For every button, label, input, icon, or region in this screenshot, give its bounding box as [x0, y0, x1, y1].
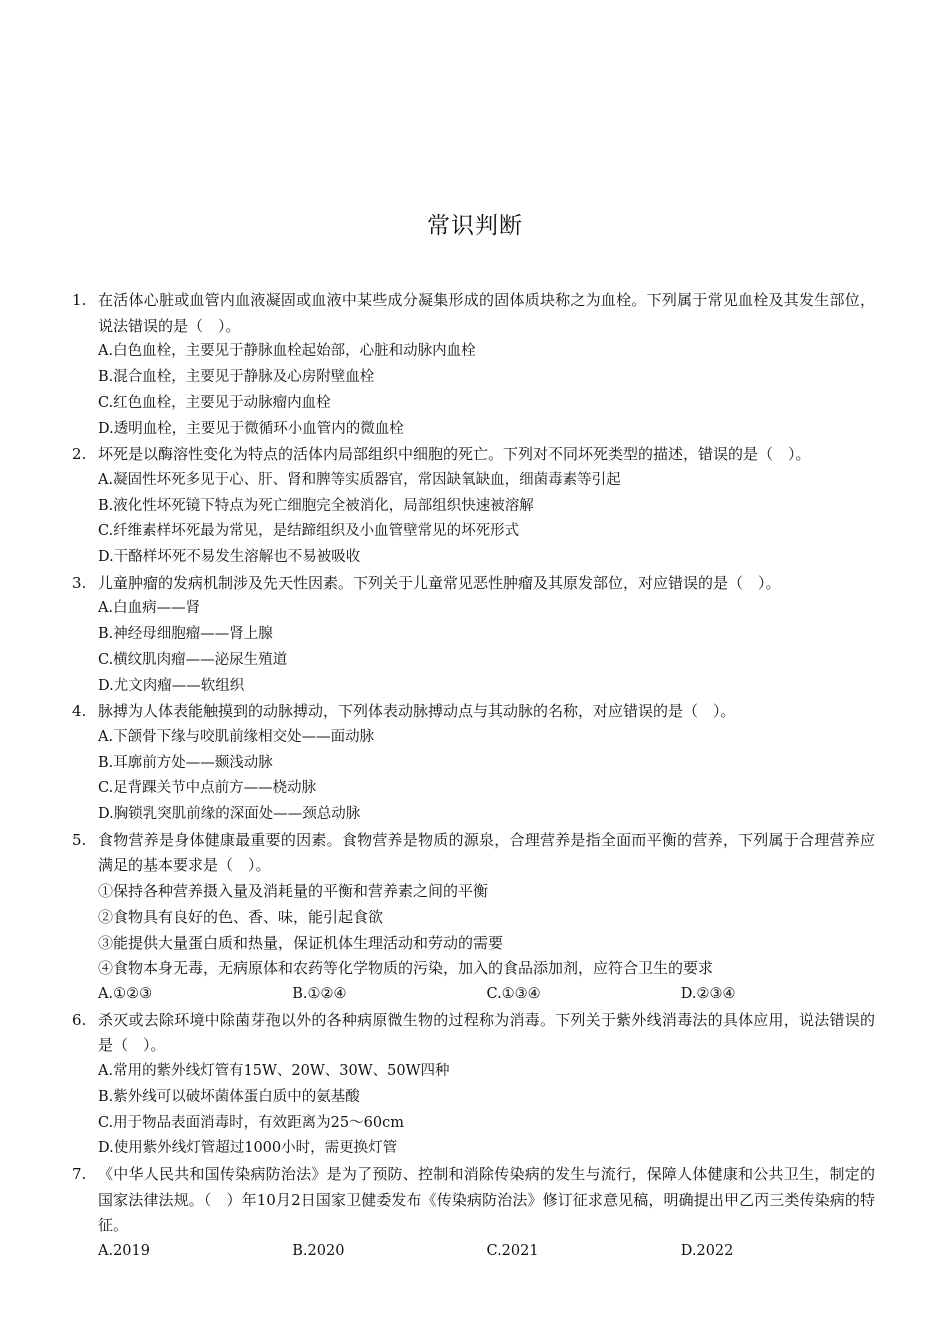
question-5: [0, 828, 950, 1008]
option-c: C.①③④: [486, 985, 541, 1002]
option-list: [98, 468, 875, 571]
option-c: C.2021: [486, 1243, 539, 1260]
question-2: [0, 442, 950, 571]
statement-list: [98, 879, 875, 982]
question-3: [0, 571, 950, 700]
question-number: 1.: [72, 291, 87, 309]
option-d: D.②③④: [680, 985, 736, 1002]
option-a: A.2019: [98, 1243, 150, 1260]
option-a: A.凝固性坏死多见于心、肝、肾和脾等实质器官，常因缺氧缺血，细菌毒素等引起: [98, 471, 621, 488]
option-d: D.尤文肉瘤——软组织: [98, 677, 245, 694]
option-list: [98, 982, 875, 1008]
option-list: [98, 1239, 875, 1265]
statement-item: ①保持各种营养摄入量及消耗量的平衡和营养素之间的平衡: [98, 882, 489, 901]
question-stem: 脉搏为人体表能触摸到的动脉搏动，下列体表动脉搏动点与其动脉的名称，对应错误的是（ ）。: [98, 702, 736, 721]
question-number: 7.: [72, 1164, 87, 1183]
question-stem: 坏死是以酶溶性变化为特点的活体内局部组织中细胞的死亡。下列对不同坏死类型的描述，错误的是（ ）。: [98, 445, 811, 464]
question-1: [0, 288, 950, 442]
question-stem: 在活体心脏或血管内血液凝固或血液中某些成分凝集形成的固体质块称之为血栓。下列属于常见血栓及其发生部位，说法错误的是（ ）。: [98, 291, 875, 335]
option-a: A.白血病——肾: [98, 600, 201, 617]
question-4: [0, 699, 950, 828]
option-b: B.2020: [292, 1243, 345, 1260]
question-stem: 儿童肿瘤的发病机制涉及先天性因素。下列关于儿童常见恶性肿瘤及其原发部位，对应错误的是（ ）。: [98, 573, 781, 592]
question-stem: 《中华人民共和国传染病防治法》是为了预防、控制和消除传染病的发生与流行，保障人体健康和公共卫生，制定的国家法律法规。（ ）年10月2日国家卫健委发布《传染病防治法》修订征求意见稿，明确提出甲乙丙三类传染病的特征。: [98, 1164, 875, 1235]
page-title: 常识判断: [427, 213, 523, 239]
option-c: C.横纹肌肉瘤——泌尿生殖道: [98, 651, 288, 668]
statement-item: ④食物本身无毒，无病原体和农药等化学物质的污染，加入的食品添加剂，应符合卫生的要求: [98, 959, 714, 978]
option-c: C.红色血栓，主要见于动脉瘤内血栓: [98, 394, 331, 411]
option-c: C.足背踝关节中点前方——桡动脉: [98, 780, 317, 797]
option-list: [98, 596, 875, 699]
option-c: C.用于物品表面消毒时，有效距离为25～60cm: [98, 1114, 404, 1131]
question-number: 6.: [72, 1010, 87, 1029]
question-number: 3.: [72, 573, 87, 592]
question-stem: 食物营养是身体健康最重要的因素。食物营养是物质的源泉，合理营养是指全面而平衡的营养，下列属于合理营养应满足的基本要求是（ ）。: [98, 830, 875, 875]
option-b: B.耳廓前方处——颞浅动脉: [98, 754, 273, 771]
question-number: 5.: [72, 830, 87, 849]
option-a: A.①②③: [98, 985, 153, 1002]
option-list: [98, 339, 875, 442]
question-stem: 杀灭或去除环境中除菌芽孢以外的各种病原微生物的过程称为消毒。下列关于紫外线消毒法的具体应用，说法错误的是（ ）。: [98, 1010, 875, 1055]
option-b: B.液化性坏死镜下特点为死亡细胞完全被消化，局部组织快速被溶解: [98, 497, 534, 514]
statement-item: ③能提供大量蛋白质和热量，保证机体生理活动和劳动的需要: [98, 933, 504, 952]
option-d: D.透明血栓，主要见于微循环小血管内的微血栓: [98, 420, 404, 437]
option-b: B.紫外线可以破坏菌体蛋白质中的氨基酸: [98, 1088, 360, 1105]
option-d: D.使用紫外线灯管超过1000小时，需更换灯管: [98, 1140, 398, 1157]
option-a: A.白色血栓，主要见于静脉血栓起始部，心脏和动脉内血栓: [98, 343, 476, 360]
option-a: A.下颌骨下缘与咬肌前缘相交处——面动脉: [98, 728, 375, 745]
option-list: [98, 1059, 875, 1162]
option-a: A.常用的紫外线灯管有15W、20W、30W、50W四种: [98, 1063, 450, 1080]
question-6: [0, 1008, 950, 1162]
option-list: [98, 725, 875, 828]
option-c: C.纤维素样坏死最为常见，是结蹄组织及小血管壁常见的坏死形式: [98, 523, 520, 540]
option-d: D.胸锁乳突肌前缘的深面处——颈总动脉: [98, 806, 361, 823]
question-7: [0, 1162, 950, 1265]
question-list: [0, 288, 950, 1265]
option-b: B.①②④: [292, 985, 347, 1002]
option-b: B.混合血栓，主要见于静脉及心房附壁血栓: [98, 369, 375, 386]
statement-item: ②食物具有良好的色、香、味，能引起食欲: [98, 907, 384, 926]
option-d: D.干酪样坏死不易发生溶解也不易被吸收: [98, 549, 361, 566]
question-number: 2.: [72, 445, 87, 464]
question-number: 4.: [72, 702, 87, 721]
option-b: B.神经母细胞瘤——肾上腺: [98, 626, 273, 643]
option-d: D.2022: [680, 1243, 734, 1260]
